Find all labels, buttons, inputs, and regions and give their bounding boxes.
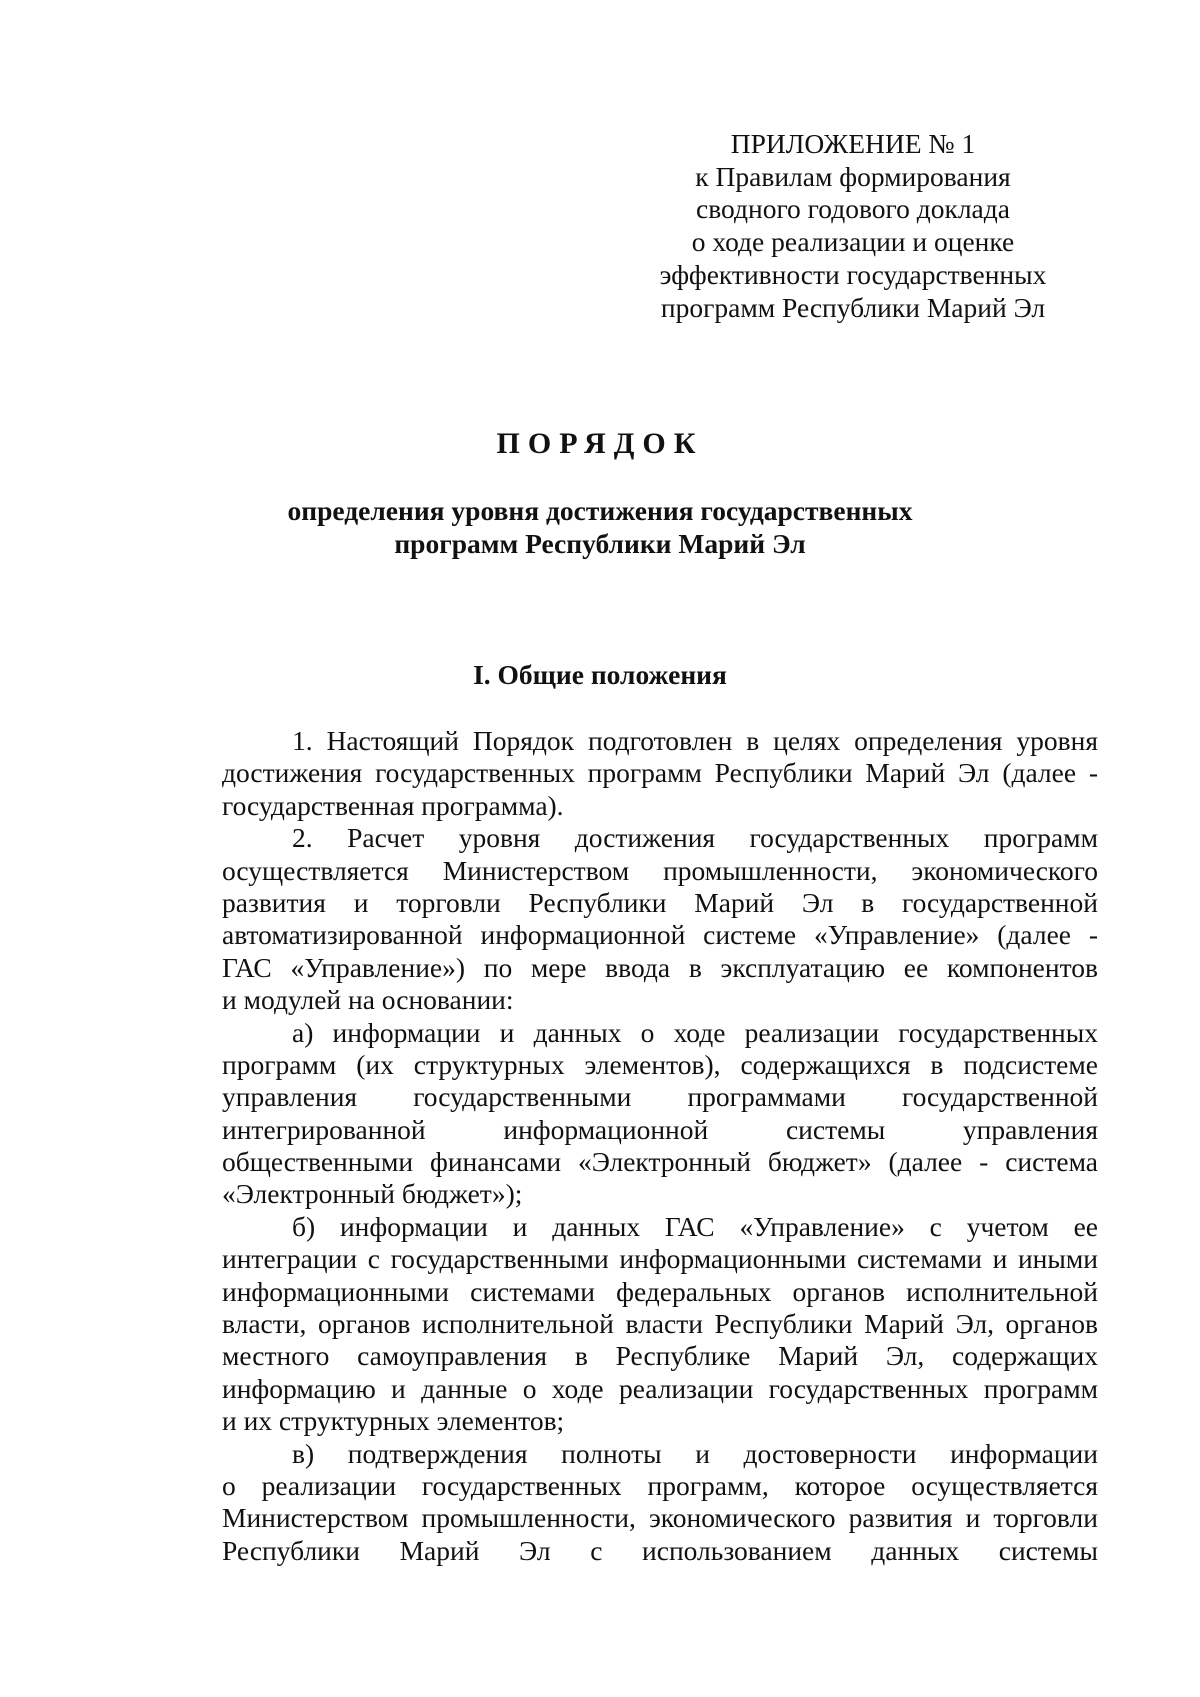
body-line: осуществляется Министерством промышленности, экономического [222,854,1098,886]
body-line: и их структурных элементов; [222,1405,565,1437]
appendix-header [580,128,1126,324]
appendix-line: программ Республики Марий Эл [660,291,1046,323]
appendix-line: к Правилам формирования [695,160,1011,192]
body-line: программ (их структурных элементов), содержащихся в подсистеме [222,1048,1098,1080]
appendix-line: эффективности государственных [659,258,1047,290]
appendix-line: о ходе реализации и оценке [691,226,1015,258]
document-body [222,725,1098,1567]
body-line: в) подтверждения полноты и достоверности информации [292,1437,1098,1469]
subtitle-line: определения уровня достижения государственных [287,495,913,526]
appendix-line: ПРИЛОЖЕНИЕ № 1 [730,128,976,159]
body-line: власти, органов исполнительной власти Республики Марий Эл, органов [222,1308,1098,1340]
body-line: интеграции с государственными информационными системами и иными [222,1243,1098,1275]
body-line: и модулей на основании: [222,984,514,1016]
document-title: ПОРЯДОК [496,427,704,460]
body-line: управления государственными программами государственной [222,1081,1098,1113]
body-line: развития и торговли Республики Марий Эл в государственной [222,886,1098,918]
body-line: информационными системами федеральных органов исполнительной [222,1275,1098,1307]
body-line: Министерством промышленности, экономического развития и торговли [222,1502,1098,1534]
body-line: достижения государственных программ Республики Марий Эл (далее - [222,757,1098,789]
body-line: Республики Марий Эл с использованием данных системы [222,1534,1098,1566]
body-line: 2. Расчет уровня достижения государственных программ [292,822,1098,854]
section-heading: I. Общие положения [473,659,727,690]
body-line: государственная программа). [222,789,564,821]
body-line: автоматизированной информационной системе «Управление» (далее - [222,919,1098,951]
body-line: «Электронный бюджет»); [222,1178,523,1210]
body-line: ГАС «Управление») по мере ввода в эксплуатацию ее компонентов [222,951,1098,983]
body-line: интегрированной информационной системы управления [222,1113,1098,1145]
document-subtitle [0,494,1200,560]
body-line: о реализации государственных программ, которое осуществляется [222,1469,1098,1501]
appendix-line: сводного годового доклада [696,193,1010,225]
body-line: а) информации и данных о ходе реализации государственных [292,1016,1098,1048]
subtitle-line: программ Республики Марий Эл [394,528,806,559]
body-line: 1. Настоящий Порядок подготовлен в целях определения уровня [292,725,1098,756]
body-line: местного самоуправления в Республике Марий Эл, содержащих [222,1340,1098,1372]
body-line: б) информации и данных ГАС «Управление» с учетом ее [292,1210,1098,1242]
body-line: общественными финансами «Электронный бюджет» (далее - система [222,1146,1098,1178]
body-line: информацию и данные о ходе реализации государственных программ [222,1372,1098,1404]
